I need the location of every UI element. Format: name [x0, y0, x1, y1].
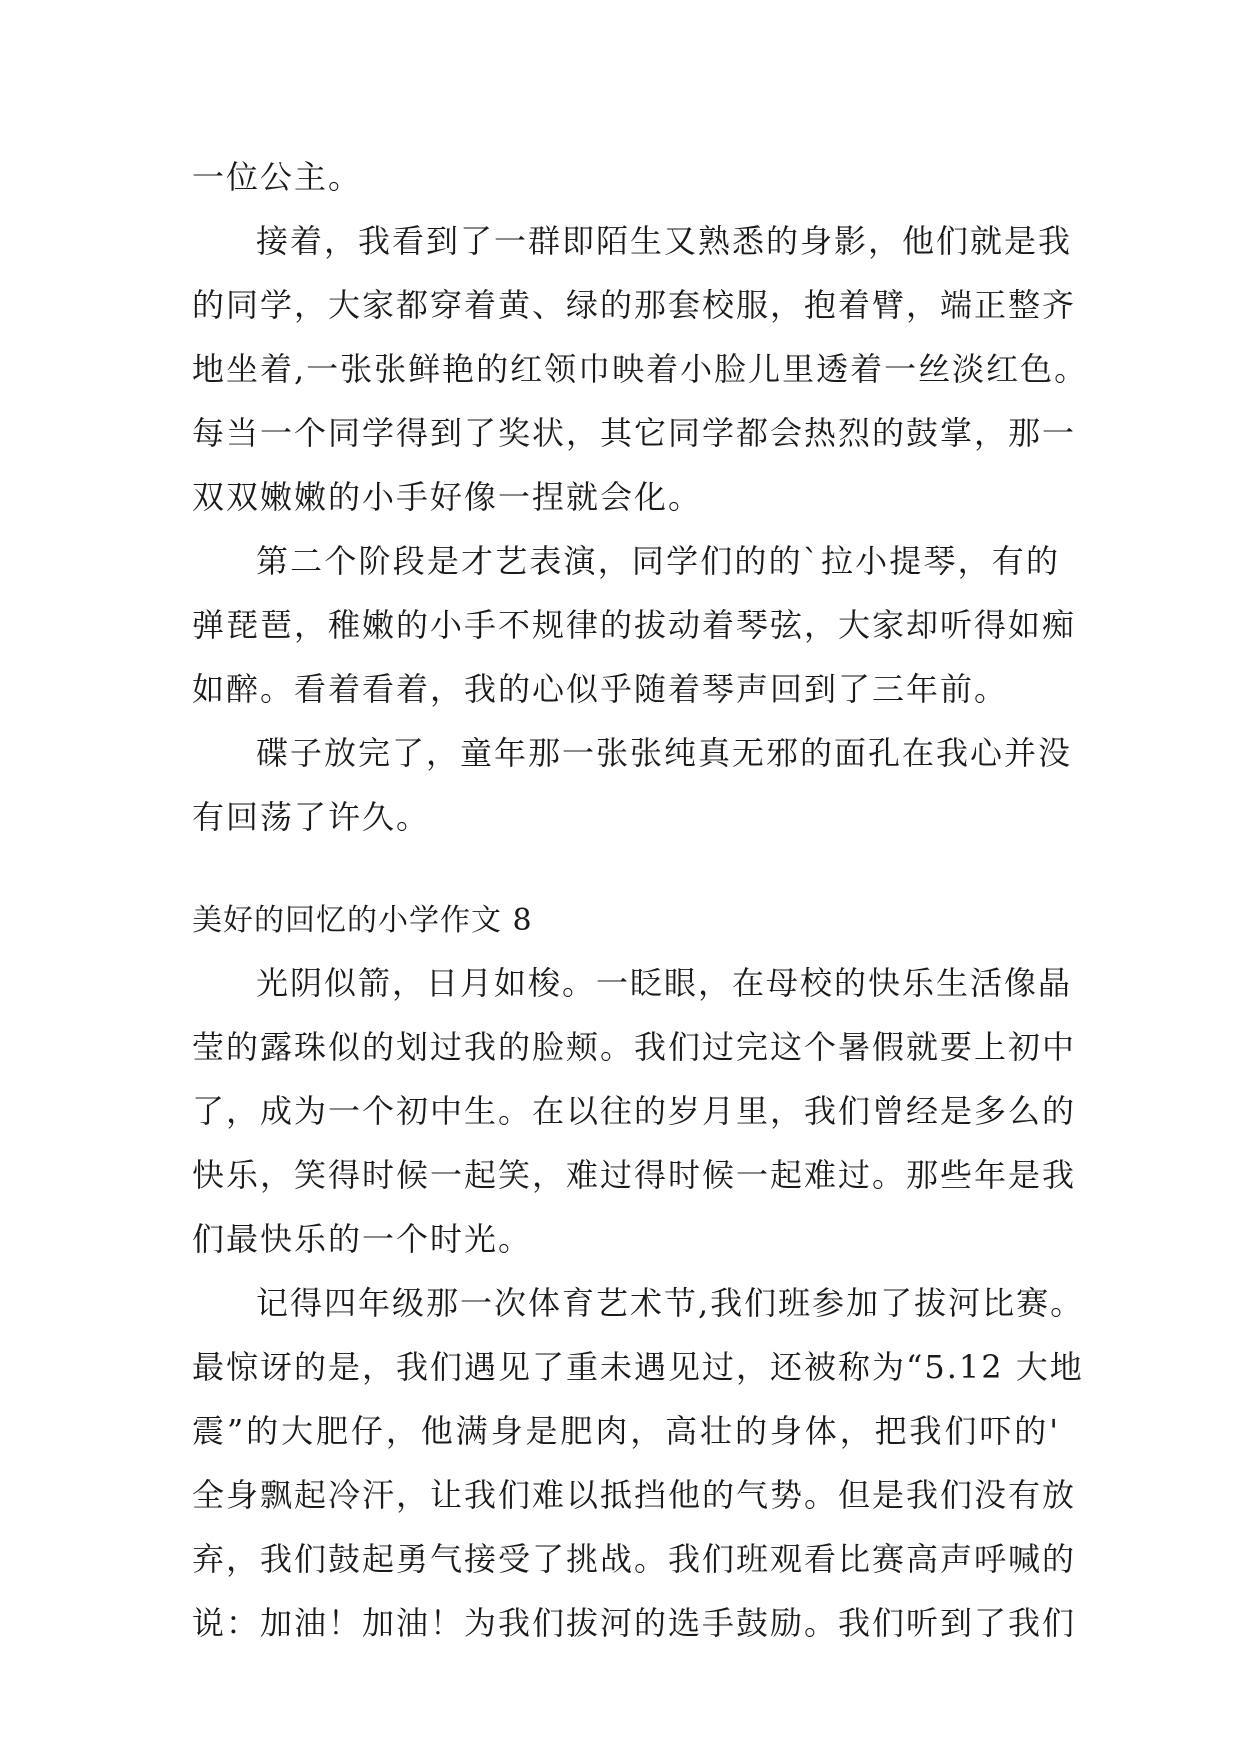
text-line: 一位公主。	[192, 158, 363, 196]
text-line: 有回荡了许久。	[192, 798, 431, 836]
text-line: 碟子放完了，童年那一张张纯真无邪的面孔在我心并没	[256, 734, 1073, 772]
text-line: 记得四年级那一次体育艺术节,我们班参加了拔河比赛。	[256, 1284, 1085, 1322]
text-line: 每当一个同学得到了奖状，其它同学都会热烈的鼓掌，那一	[192, 414, 1077, 452]
text-line: 的同学，大家都穿着黄、绿的那套校服，抱着臂，端正整齐	[192, 286, 1077, 324]
text-line: 们最快乐的一个时光。	[192, 1220, 533, 1258]
text-line: 快乐，笑得时候一起笑，难过得时候一起难过。那些年是我	[192, 1156, 1077, 1194]
text-line: 了，成为一个初中生。在以往的岁月里，我们曾经是多么的	[192, 1092, 1077, 1130]
text-line: 全身飘起冷汗，让我们难以抵挡他的气势。但是我们没有放	[192, 1476, 1077, 1514]
section-heading: 美好的回忆的小学作文 8	[192, 903, 533, 938]
text-line: 第二个阶段是才艺表演，同学们的的`拉小提琴，有的	[256, 542, 1060, 580]
text-line: 如醉。看着看着，我的心似乎随着琴声回到了三年前。	[192, 670, 1009, 708]
text-line: 接着，我看到了一群即陌生又熟悉的身影，他们就是我	[256, 222, 1073, 260]
text-line: 最惊讶的是，我们遇见了重未遇见过，还被称为“5.12 大地	[192, 1348, 1084, 1386]
text-line: 双双嫩嫩的小手好像一捏就会化。	[192, 478, 703, 516]
text-line: 地坐着,一张张鲜艳的红领巾映着小脸儿里透着一丝淡红色。	[192, 350, 1089, 388]
text-line: 莹的露珠似的划过我的脸颊。我们过完这个暑假就要上初中	[192, 1028, 1077, 1066]
text-line: 震”的大肥仔，他满身是肥肉，高壮的身体，把我们吓的'	[192, 1412, 1060, 1450]
text-line: 弹琵琶，稚嫩的小手不规律的拔动着琴弦，大家却听得如痴	[192, 606, 1077, 644]
text-line: 说：加油！加油！为我们拔河的选手鼓励。我们听到了我们	[192, 1604, 1077, 1642]
text-line: 光阴似箭，日月如梭。一眨眼，在母校的快乐生活像晶	[256, 964, 1073, 1002]
text-line: 弃，我们鼓起勇气接受了挑战。我们班观看比赛高声呼喊的	[192, 1540, 1077, 1578]
